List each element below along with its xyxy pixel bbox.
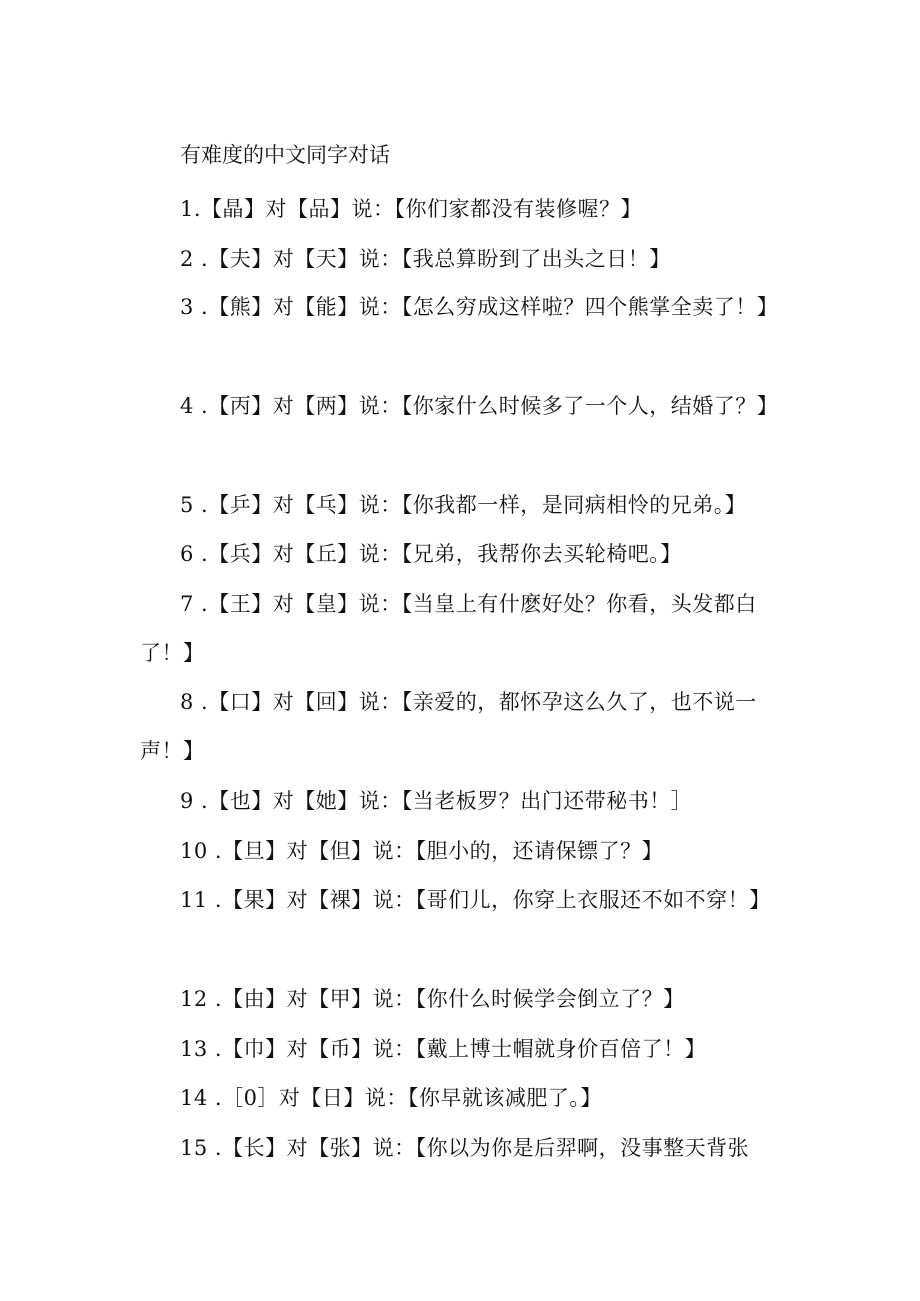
- dialogue-line-12: 12 .【由】对【甲】说：【你什么时候学会倒立了？】: [180, 987, 685, 1011]
- dialogue-line-1: 1.【晶】对【品】说：【你们家都没有装修喔？】: [180, 197, 643, 221]
- dialogue-line-5: 5 .【乒】对【乓】说：【你我都一样，是同病相怜的兄弟。】: [180, 493, 747, 517]
- dialogue-line-6: 6 .【兵】对【丘】说：【兄弟，我帮你去买轮椅吧。】: [180, 542, 682, 566]
- document-title: 有难度的中文同字对话: [180, 143, 390, 167]
- dialogue-line-8: 8 .【口】对【回】说：【亲爱的，都怀孕这么久了，也不说一声！】: [140, 690, 757, 763]
- dialogue-line-7: 7 .【王】对【皇】说：【当皇上有什麽好处？你看，头发都白了！】: [140, 592, 757, 665]
- dialogue-line-2: 2 .【夫】对【天】说：【我总算盼到了出头之日！】: [180, 247, 671, 271]
- dialogue-line-14: 14 .［0］对【日】说：【你早就该减肥了。】: [180, 1086, 602, 1110]
- dialogue-line-11: 11 .【果】对【裸】说：【哥们儿，你穿上衣服还不如不穿！】: [180, 888, 771, 912]
- dialogue-line-3: 3 .【熊】对【能】说：【怎么穷成这样啦？四个熊掌全卖了！】: [180, 295, 779, 319]
- dialogue-line-13: 13 .【巾】对【币】说：【戴上博士帽就身价百倍了！】: [180, 1037, 707, 1061]
- dialogue-line-15: 15 .【长】对【张】说：【你以为你是后羿啊，没事整天背张: [180, 1136, 750, 1160]
- dialogue-line-4: 4 .【丙】对【两】说：【你家什么时候多了一个人，结婚了？】: [180, 394, 779, 418]
- dialogue-line-10: 10 .【旦】对【但】说：【胆小的，还请保镖了？】: [180, 839, 664, 863]
- dialogue-line-9: 9 .【也】对【她】说：【当老板罗？出门还带秘书！］: [180, 789, 693, 813]
